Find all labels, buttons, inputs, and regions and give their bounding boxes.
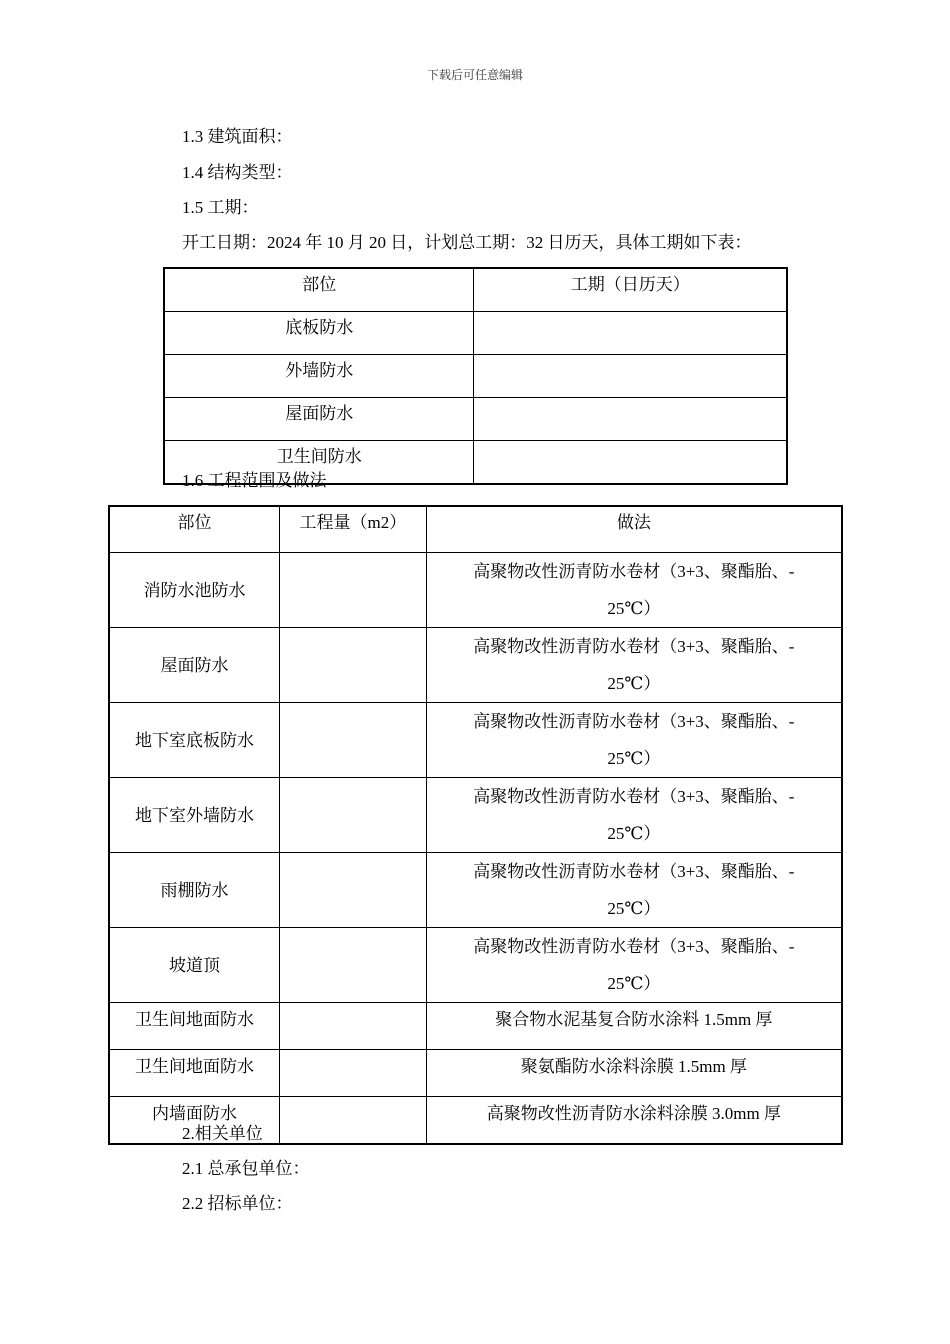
cell-method xyxy=(426,628,842,703)
cell-method: 高聚物改性沥青防水涂料涂膜 3.0mm 厚 xyxy=(426,1097,842,1145)
table-row xyxy=(109,1050,842,1097)
table-header-row xyxy=(109,506,842,553)
section-1-3-building-area: 1.3 建筑面积： xyxy=(182,127,293,146)
cell-part: 外墙防水 xyxy=(164,355,474,398)
column-header-duration: 工期（日历天） xyxy=(474,268,787,312)
cell-part: 卫生间地面防水 xyxy=(109,1003,279,1050)
cell-quantity xyxy=(279,628,426,703)
column-header-quantity: 工程量（m2） xyxy=(279,506,426,553)
cell-part: 内墙面防水 xyxy=(109,1097,279,1145)
table-row xyxy=(109,928,842,1003)
cell-quantity xyxy=(279,1003,426,1050)
column-header-part: 部位 xyxy=(164,268,474,312)
cell-duration xyxy=(474,355,787,398)
cell-part: 雨棚防水 xyxy=(109,853,279,928)
cell-part: 消防水池防水 xyxy=(109,553,279,628)
cell-quantity xyxy=(279,778,426,853)
cell-method xyxy=(426,928,842,1003)
method-line-2: 25℃） xyxy=(607,599,661,618)
cell-method: 聚合物水泥基复合防水涂料 1.5mm 厚 xyxy=(426,1003,842,1050)
cell-duration xyxy=(474,441,787,485)
cell-quantity xyxy=(279,1097,426,1145)
cell-duration xyxy=(474,312,787,355)
method-line-1: 高聚物改性沥青防水卷材（3+3、聚酯胎、- xyxy=(473,712,795,731)
table-row xyxy=(164,355,787,398)
cell-quantity xyxy=(279,553,426,628)
cell-part: 地下室底板防水 xyxy=(109,703,279,778)
method-line-1: 高聚物改性沥青防水卷材（3+3、聚酯胎、- xyxy=(473,562,795,581)
cell-quantity xyxy=(279,853,426,928)
section-2-1-general-contractor: 2.1 总承包单位： xyxy=(182,1159,310,1178)
cell-quantity xyxy=(279,703,426,778)
column-header-part: 部位 xyxy=(109,506,279,553)
table-row xyxy=(164,398,787,441)
section-2-related-units: 2.相关单位 xyxy=(182,1124,263,1143)
table-row xyxy=(109,553,842,628)
section-1-6-scope: 1.6 工程范围及做法 xyxy=(182,471,327,490)
cell-quantity xyxy=(279,1050,426,1097)
cell-part: 底板防水 xyxy=(164,312,474,355)
table-row xyxy=(109,778,842,853)
cell-part: 卫生间防水 xyxy=(164,441,474,485)
cell-part: 卫生间地面防水 xyxy=(109,1050,279,1097)
table-row xyxy=(109,853,842,928)
section-1-5-duration: 1.5 工期： xyxy=(182,198,259,217)
method-line-1: 高聚物改性沥青防水卷材（3+3、聚酯胎、- xyxy=(473,637,795,656)
method-line-1: 高聚物改性沥青防水卷材（3+3、聚酯胎、- xyxy=(473,937,795,956)
method-line-2: 25℃） xyxy=(607,749,661,768)
start-date-line: 开工日期：2024 年 10 月 20 日，计划总工期：32 日历天，具体工期如下表： xyxy=(182,233,752,252)
cell-method xyxy=(426,553,842,628)
cell-part: 屋面防水 xyxy=(109,628,279,703)
method-line-2: 25℃） xyxy=(607,899,661,918)
cell-method xyxy=(426,778,842,853)
method-line-1: 高聚物改性沥青防水卷材（3+3、聚酯胎、- xyxy=(473,787,795,806)
section-1-4-structure-type: 1.4 结构类型： xyxy=(182,163,293,182)
section-2-2-tendering-unit: 2.2 招标单位： xyxy=(182,1194,293,1213)
cell-duration xyxy=(474,398,787,441)
table-header-row xyxy=(164,268,787,312)
method-line-2: 25℃） xyxy=(607,824,661,843)
table-row xyxy=(109,628,842,703)
cell-part: 坡道顶 xyxy=(109,928,279,1003)
scope-table xyxy=(108,505,843,1145)
cell-part: 屋面防水 xyxy=(164,398,474,441)
cell-method xyxy=(426,853,842,928)
table-row xyxy=(109,703,842,778)
schedule-table xyxy=(163,267,788,485)
cell-quantity xyxy=(279,928,426,1003)
table-row xyxy=(109,1003,842,1050)
method-line-2: 25℃） xyxy=(607,974,661,993)
method-line-1: 高聚物改性沥青防水卷材（3+3、聚酯胎、- xyxy=(473,862,795,881)
page-header-note: 下载后可任意编辑 xyxy=(426,68,523,82)
cell-part: 地下室外墙防水 xyxy=(109,778,279,853)
cell-method: 聚氨酯防水涂料涂膜 1.5mm 厚 xyxy=(426,1050,842,1097)
method-line-2: 25℃） xyxy=(607,674,661,693)
table-row xyxy=(164,312,787,355)
cell-method xyxy=(426,703,842,778)
column-header-method: 做法 xyxy=(426,506,842,553)
